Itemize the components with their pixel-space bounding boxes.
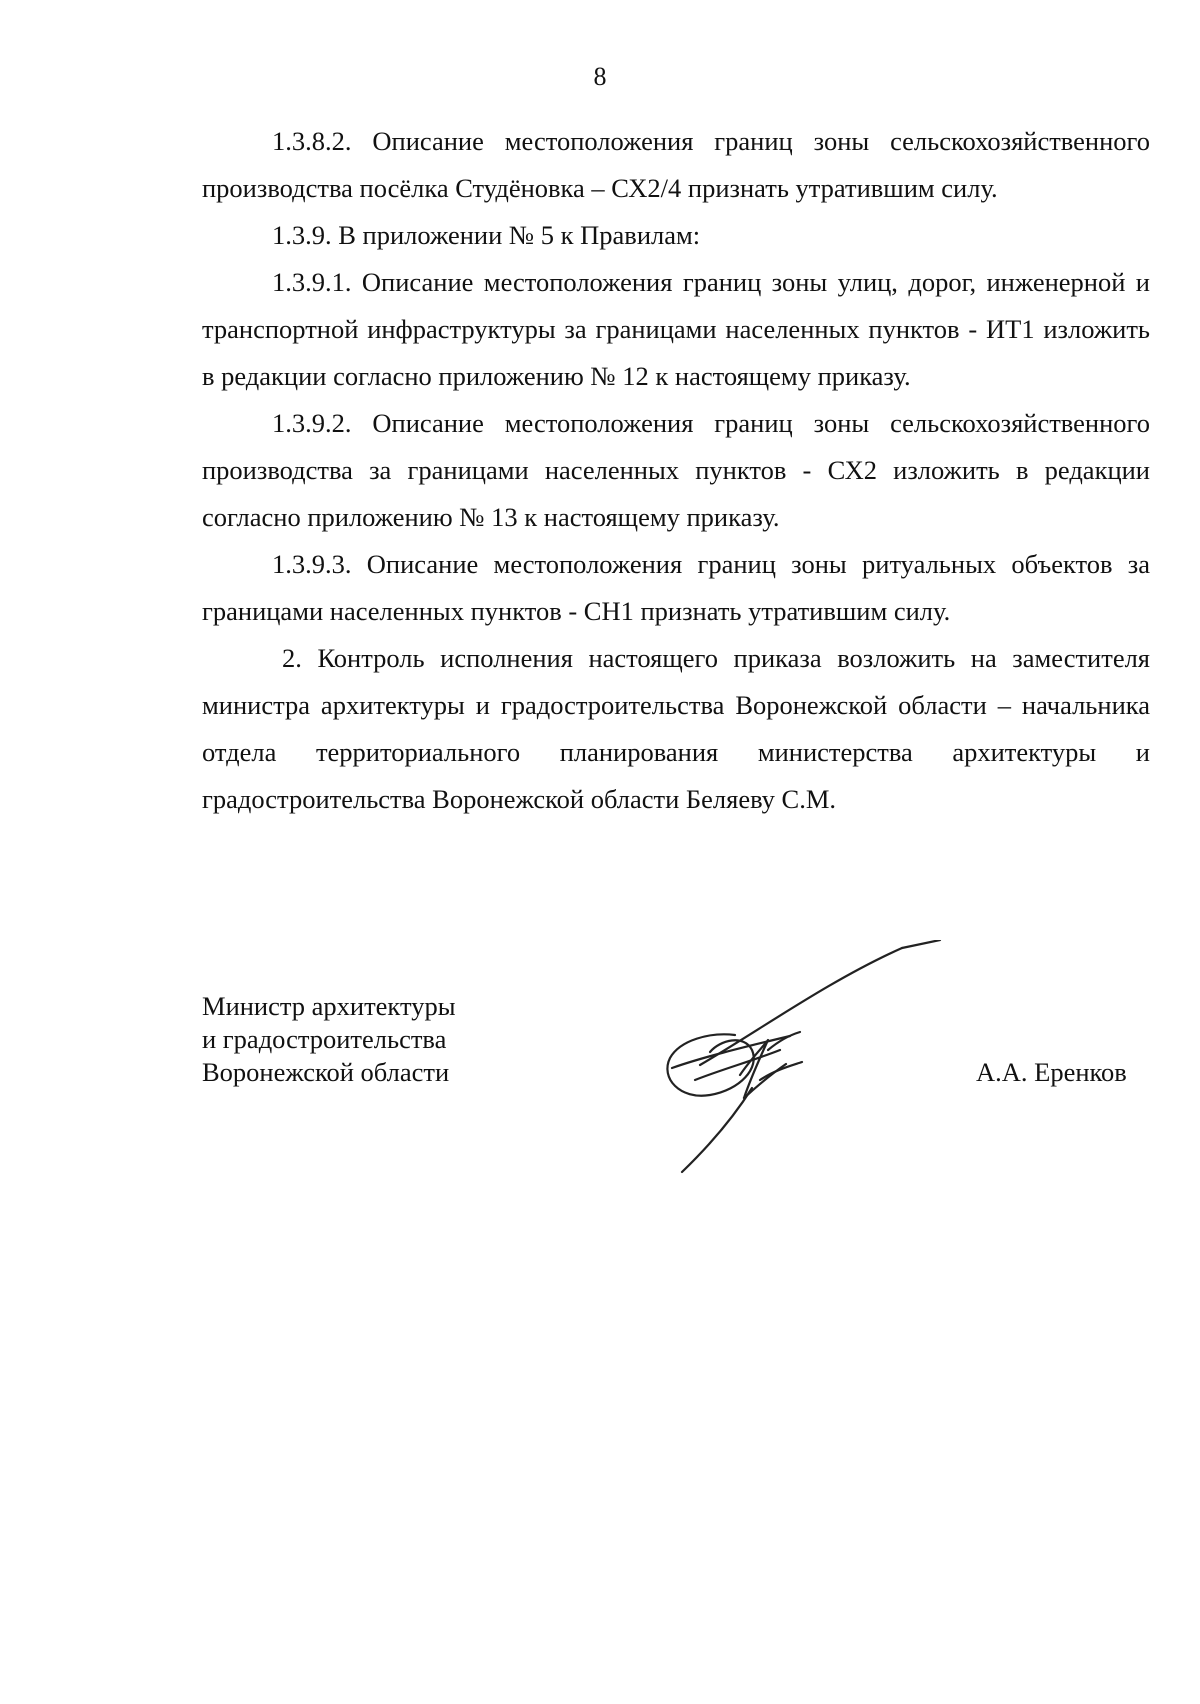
paragraph-1-3-8-2: 1.3.8.2. Описание местоположения границ зоны сельскохозяйственного производства посёлка Студёновка – СХ2/4 признать утратившим силу. [202,126,1150,203]
paragraph-2-control: 2. Контроль исполнения настоящего приказа возложить на заместителя министра архитектуры и градостроительства Воронежской области – начальника отдела территориального планирования министерства архитектуры и градостроительства Воронежской области Беляеву С.М. [202,643,1150,814]
page-number: 8 [593,62,607,91]
handwritten-signature [640,940,980,1175]
paragraph-1-3-9-1: 1.3.9.1. Описание местоположения границ зоны улиц, дорог, инженерной и транспортной инфраструктуры за границами населенных пунктов - ИТ1 изложить в редакции согласно приложению № 12 к настоящему приказу. [202,267,1150,391]
document-body [202,118,1150,823]
signer-name: А.А. Еренков [976,1057,1127,1087]
signer-position [202,990,532,1089]
paragraph-1-3-9: 1.3.9. В приложении № 5 к Правилам: [272,220,701,250]
signer-position-line: Воронежской области [202,1057,450,1087]
paragraph-1-3-9-2: 1.3.9.2. Описание местоположения границ зоны сельскохозяйственного производства за границами населенных пунктов - СХ2 изложить в редакции согласно приложению № 13 к настоящему приказу. [202,408,1150,532]
signer-position-line: Министр архитектуры [202,991,456,1021]
paragraph-1-3-9-3: 1.3.9.3. Описание местоположения границ зоны ритуальных объектов за границами населенных пунктов - СН1 признать утратившим силу. [202,549,1150,626]
signer-position-line: и градостроительства [202,1024,447,1054]
